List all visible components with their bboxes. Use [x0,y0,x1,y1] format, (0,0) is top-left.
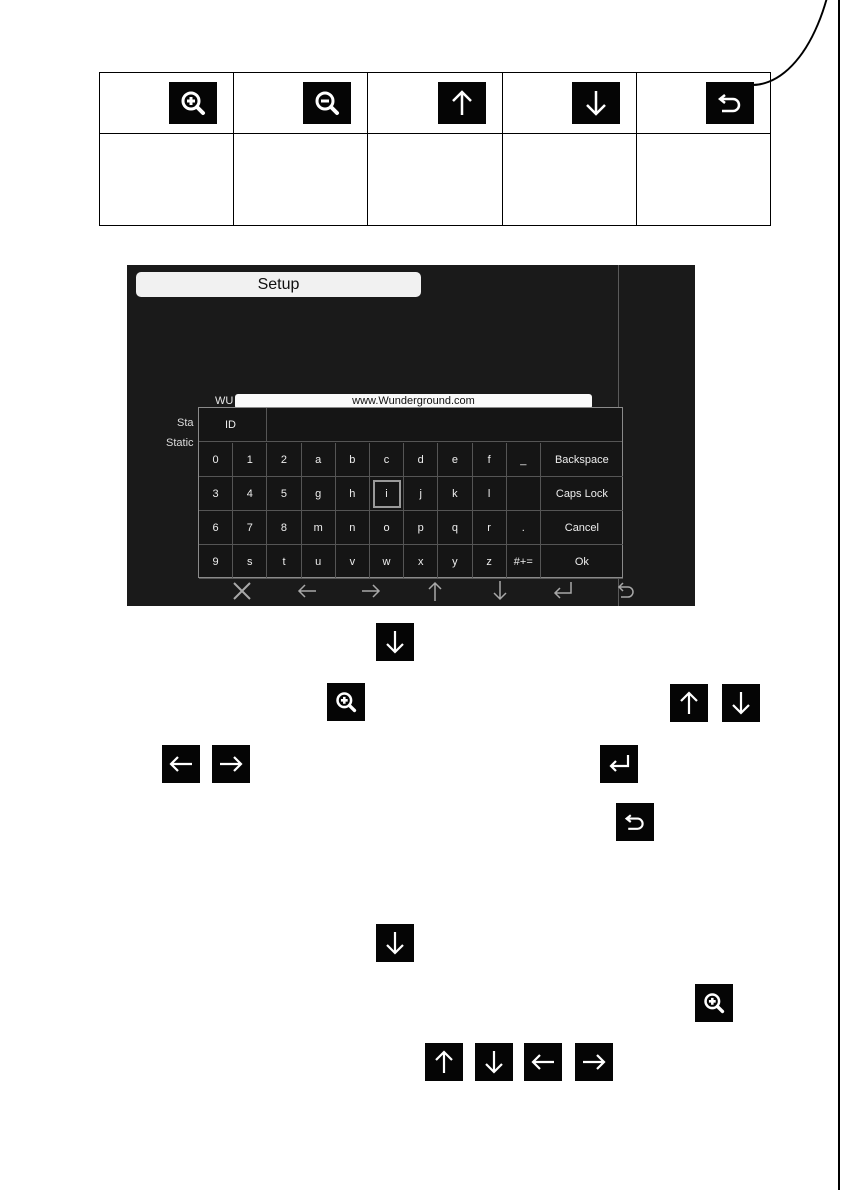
key-char[interactable]: f [473,443,507,477]
zoom-out-icon [303,82,351,124]
arrow-left-icon[interactable] [296,580,318,606]
desc-zoom-in [100,134,234,226]
arrow-left-icon [162,745,200,783]
key-char[interactable]: g [302,477,336,511]
key-char[interactable]: n [336,511,370,545]
key-char[interactable]: 3 [199,477,233,511]
arrow-down-icon [376,623,414,661]
cell-zoom-in [100,73,234,134]
key-char[interactable]: c [370,443,404,477]
key-char[interactable]: e [438,443,472,477]
key-char[interactable]: 2 [267,443,301,477]
cell-zoom-out [234,73,368,134]
key-char[interactable]: w [370,545,404,579]
key-backspace[interactable]: Backspace [541,443,623,477]
zoom-in-icon [169,82,217,124]
arrow-down-icon [572,82,620,124]
page-edge-line [838,0,840,1190]
desc-arrow-up [368,134,502,226]
key-char[interactable]: _ [507,443,541,477]
cell-arrow-up [368,73,502,134]
zoom-in-icon [327,683,365,721]
arrow-right-icon [212,745,250,783]
key-ok[interactable]: Ok [541,545,623,579]
enter-icon[interactable] [552,580,574,606]
key-char[interactable]: d [404,443,438,477]
device-screen [127,265,695,606]
wu-label: WU [215,395,234,407]
arrow-down-icon [722,684,760,722]
key-char[interactable]: #+= [507,545,541,579]
keyboard-field-label: ID [199,408,267,442]
key-char[interactable]: z [473,545,507,579]
key-char[interactable]: i [370,477,404,511]
station-label-1: Sta [177,417,194,429]
desc-zoom-out [234,134,368,226]
enter-icon [600,745,638,783]
setup-title: Setup [136,272,421,297]
key-char[interactable]: 4 [233,477,267,511]
desc-back [636,134,770,226]
key-char[interactable]: . [507,511,541,545]
back-icon [706,82,754,124]
arrow-up-nav-icon[interactable] [424,580,446,606]
key-char[interactable]: y [438,545,472,579]
zoom-in-icon [695,984,733,1022]
arrow-down-icon [376,924,414,962]
arrow-right-icon[interactable] [360,580,382,606]
arrow-down-nav-icon[interactable] [489,580,511,606]
key-char[interactable]: a [302,443,336,477]
key-char[interactable]: j [404,477,438,511]
cell-back [636,73,770,134]
on-screen-keyboard [198,407,623,578]
key-char[interactable]: h [336,477,370,511]
close-icon[interactable] [231,580,253,606]
key-char[interactable]: 9 [199,545,233,579]
keyboard-input-row [199,408,622,442]
icon-legend-table [99,72,771,226]
arrow-up-icon [438,82,486,124]
key-char[interactable]: p [404,511,438,545]
arrow-up-icon [670,684,708,722]
key-caps-lock[interactable]: Caps Lock [541,477,623,511]
key-char[interactable]: 0 [199,443,233,477]
key-char[interactable]: k [438,477,472,511]
key-char[interactable]: 1 [233,443,267,477]
key-char[interactable]: x [404,545,438,579]
key-char[interactable]: 8 [267,511,301,545]
key-char[interactable]: m [302,511,336,545]
key-char[interactable]: s [233,545,267,579]
cell-arrow-down [502,73,636,134]
keyboard-keys [199,443,623,579]
key-char[interactable]: o [370,511,404,545]
key-char[interactable]: u [302,545,336,579]
arrow-down-icon [475,1043,513,1081]
station-label-2: Static [166,437,194,449]
back-nav-icon[interactable] [616,580,638,606]
key-char[interactable]: r [473,511,507,545]
key-char[interactable]: 6 [199,511,233,545]
desc-arrow-down [502,134,636,226]
key-char[interactable]: q [438,511,472,545]
key-char[interactable]: b [336,443,370,477]
description-row [100,134,771,226]
back-icon [616,803,654,841]
key-char[interactable]: v [336,545,370,579]
arrow-up-icon [425,1043,463,1081]
arrow-left-icon [524,1043,562,1081]
arrow-right-icon [575,1043,613,1081]
key-char[interactable]: 7 [233,511,267,545]
screen-nav-bar [127,578,695,606]
key-char[interactable]: l [473,477,507,511]
key-blank[interactable] [507,477,541,511]
key-char[interactable]: 5 [267,477,301,511]
icon-row [100,73,771,134]
key-cancel[interactable]: Cancel [541,511,623,545]
key-char[interactable]: t [267,545,301,579]
wu-url-field[interactable]: www.Wunderground.com [235,394,592,409]
